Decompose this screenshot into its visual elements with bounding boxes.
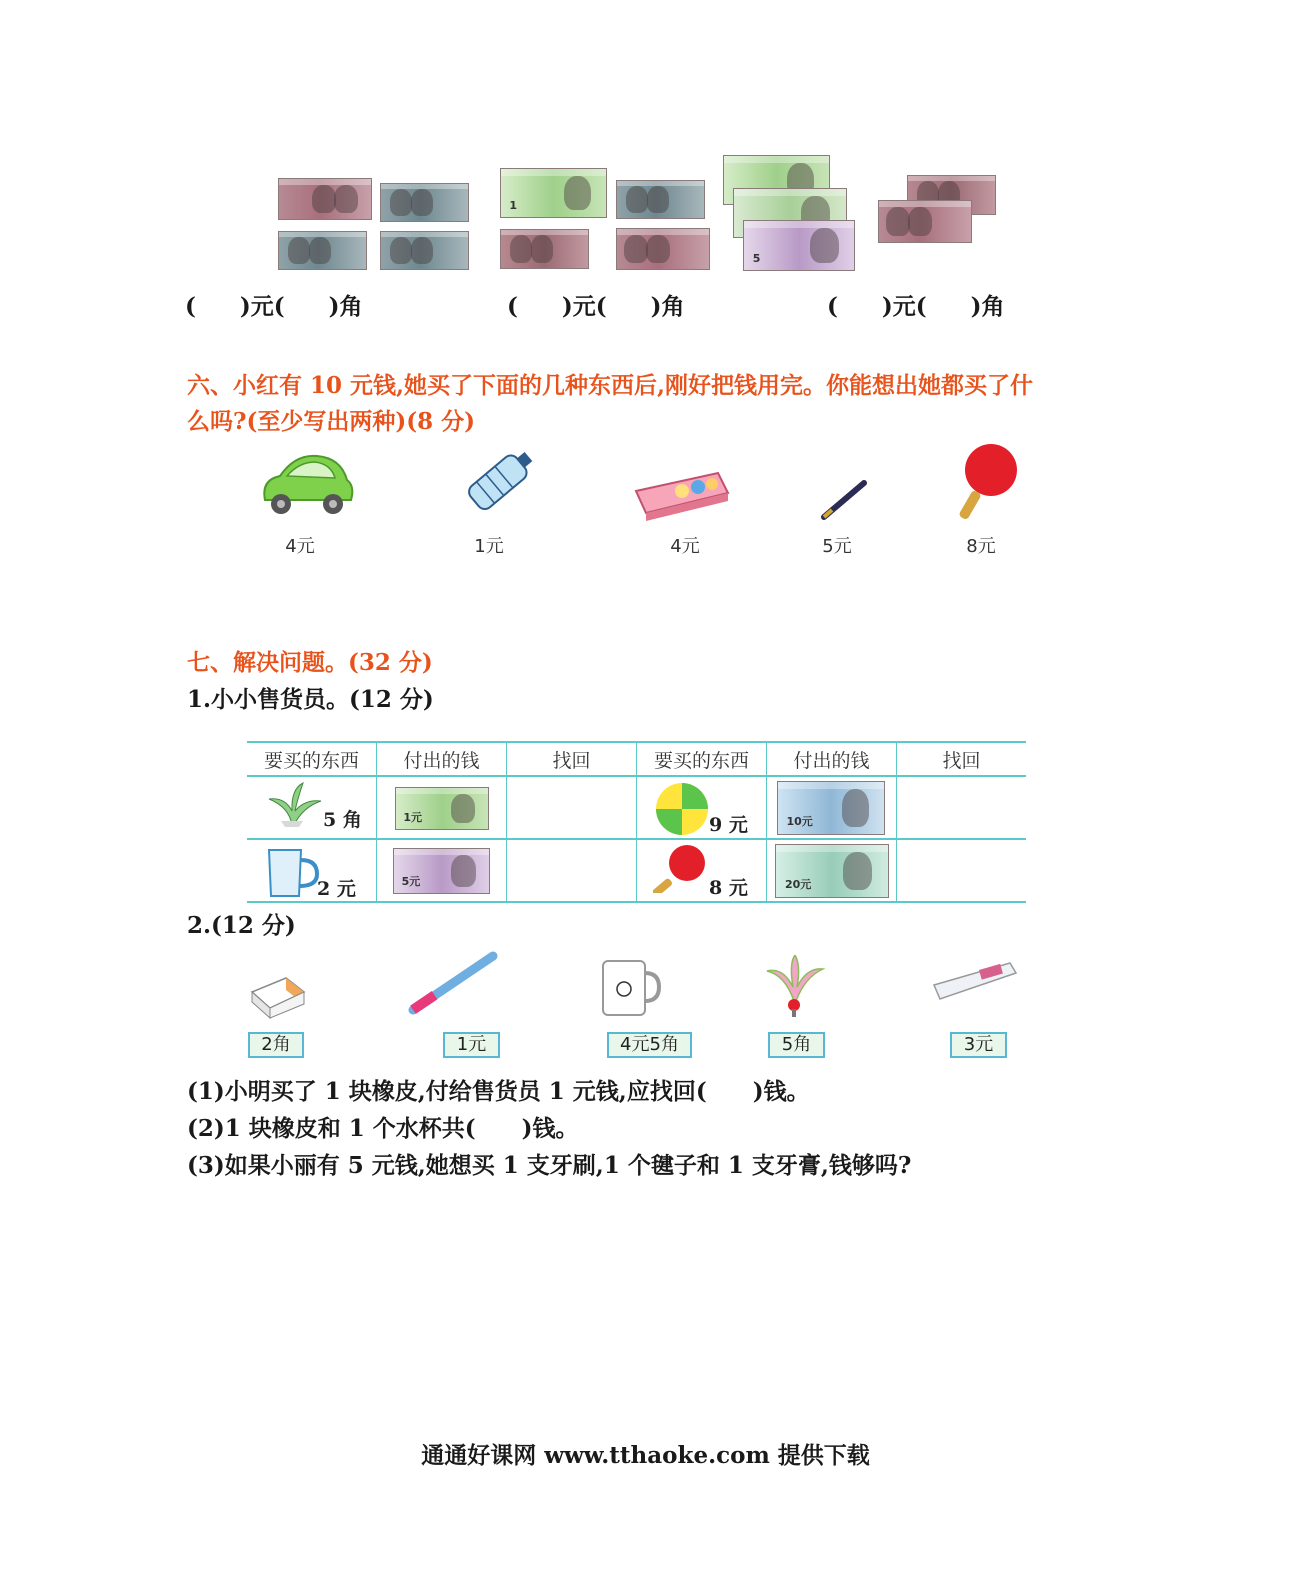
pen-icon — [818, 477, 870, 522]
shop-table — [247, 741, 1026, 903]
section7-heading: 七、解决问题。(32 分) — [187, 649, 433, 676]
banknote-1-jiao — [500, 229, 589, 269]
change-cell — [897, 776, 1027, 839]
item-price: 1元 — [474, 536, 504, 557]
table-header: 付出的钱 — [767, 742, 897, 776]
banknote-2-jiao — [616, 180, 705, 219]
table-header: 找回 — [897, 742, 1027, 776]
price-tag: 3元 — [950, 1032, 1007, 1058]
question2-part1: (1)小明买了 1 块橡皮,付给售货员 1 元钱,应找回( )钱。 — [187, 1078, 810, 1105]
question1-title: 1.小小售货员。(12 分) — [187, 686, 434, 713]
change-cell — [507, 839, 637, 902]
open-paren: ( — [827, 293, 838, 320]
footer-text: 通通好课网 www.tthaoke.com 提供下载 — [421, 1442, 870, 1469]
price-tag: 2角 — [248, 1032, 304, 1058]
price-tag: 5角 — [768, 1032, 825, 1058]
banknote-5-jiao — [278, 178, 372, 220]
water-bottle-icon — [445, 440, 545, 525]
yuan-label: )元( — [881, 293, 927, 320]
change-cell — [897, 839, 1027, 902]
banknote-2-jiao — [278, 231, 367, 270]
money-answer-1 — [185, 288, 363, 321]
table-row — [247, 839, 1026, 902]
mug-icon — [595, 955, 663, 1021]
item-price: 5 角 — [323, 809, 362, 831]
banknote-20-yuan: 20元 — [775, 844, 889, 898]
paid-cell — [377, 839, 507, 902]
toothpaste-icon — [930, 955, 1024, 1005]
cup-icon — [265, 846, 321, 898]
ball-icon — [653, 780, 711, 838]
yuan-label: )元( — [561, 293, 607, 320]
toy-car-icon — [255, 450, 357, 522]
item-cell — [637, 839, 767, 902]
table-header: 找回 — [507, 742, 637, 776]
banknote-10-yuan: 10元 — [777, 781, 885, 835]
jiao-label: )角 — [970, 293, 1005, 320]
money-answer-2 — [507, 288, 685, 321]
open-paren: ( — [185, 293, 196, 320]
question2-part2: (2)1 块橡皮和 1 个水杯共( )钱。 — [187, 1115, 579, 1142]
open-paren: ( — [507, 293, 518, 320]
banknote-2-jiao — [380, 183, 469, 222]
item-price: 4元 — [285, 536, 315, 557]
pencil-box-icon — [632, 463, 732, 523]
shuttlecock-icon — [763, 955, 825, 1021]
banknote-5-yuan: 5元 — [393, 848, 490, 894]
banknote-5-jiao — [616, 228, 710, 270]
jiao-label: )角 — [650, 293, 685, 320]
price-tag: 4元5角 — [607, 1032, 692, 1058]
banknote-2-jiao — [380, 231, 469, 270]
paid-cell — [767, 839, 897, 902]
section6-heading-line2: 么吗?(至少写出两种)(8 分) — [187, 408, 476, 435]
table-header-row — [247, 742, 1026, 776]
table-header: 要买的东西 — [247, 742, 377, 776]
yuan-label: )元( — [239, 293, 285, 320]
ping-pong-paddle-icon — [955, 440, 1019, 522]
banknote-1-yuan: 1元 — [395, 787, 489, 830]
item-price: 8 元 — [709, 877, 748, 899]
item-cell — [247, 776, 377, 839]
item-price: 4元 — [670, 536, 700, 557]
item-price: 2 元 — [317, 878, 356, 900]
ping-pong-paddle-icon — [653, 843, 711, 893]
eraser-icon — [248, 970, 308, 1022]
paid-cell — [767, 776, 897, 839]
question2-part3: (3)如果小丽有 5 元钱,她想买 1 支牙刷,1 个毽子和 1 支牙膏,钱够吗? — [187, 1152, 912, 1179]
jiao-label: )角 — [328, 293, 363, 320]
item-price: 9 元 — [709, 814, 748, 836]
banknote-1-yuan: 1 — [500, 168, 607, 218]
item-price: 5元 — [822, 536, 852, 557]
table-row — [247, 776, 1026, 839]
banknote-5-jiao — [878, 200, 972, 243]
paid-cell — [377, 776, 507, 839]
price-tag: 1元 — [443, 1032, 500, 1058]
money-answer-3 — [827, 288, 1005, 321]
item-price: 8元 — [966, 536, 996, 557]
toothbrush-icon — [405, 948, 501, 1020]
question2-title: 2.(12 分) — [187, 912, 296, 939]
change-cell — [507, 776, 637, 839]
plant-icon — [261, 781, 323, 827]
table-header: 要买的东西 — [637, 742, 767, 776]
banknote-5-yuan: 5 — [743, 220, 855, 271]
item-cell — [247, 839, 377, 902]
section6-heading-line1: 六、小红有 10 元钱,她买了下面的几种东西后,刚好把钱用完。你能想出她都买了什 — [187, 372, 1034, 399]
table-header: 付出的钱 — [377, 742, 507, 776]
item-cell — [637, 776, 767, 839]
